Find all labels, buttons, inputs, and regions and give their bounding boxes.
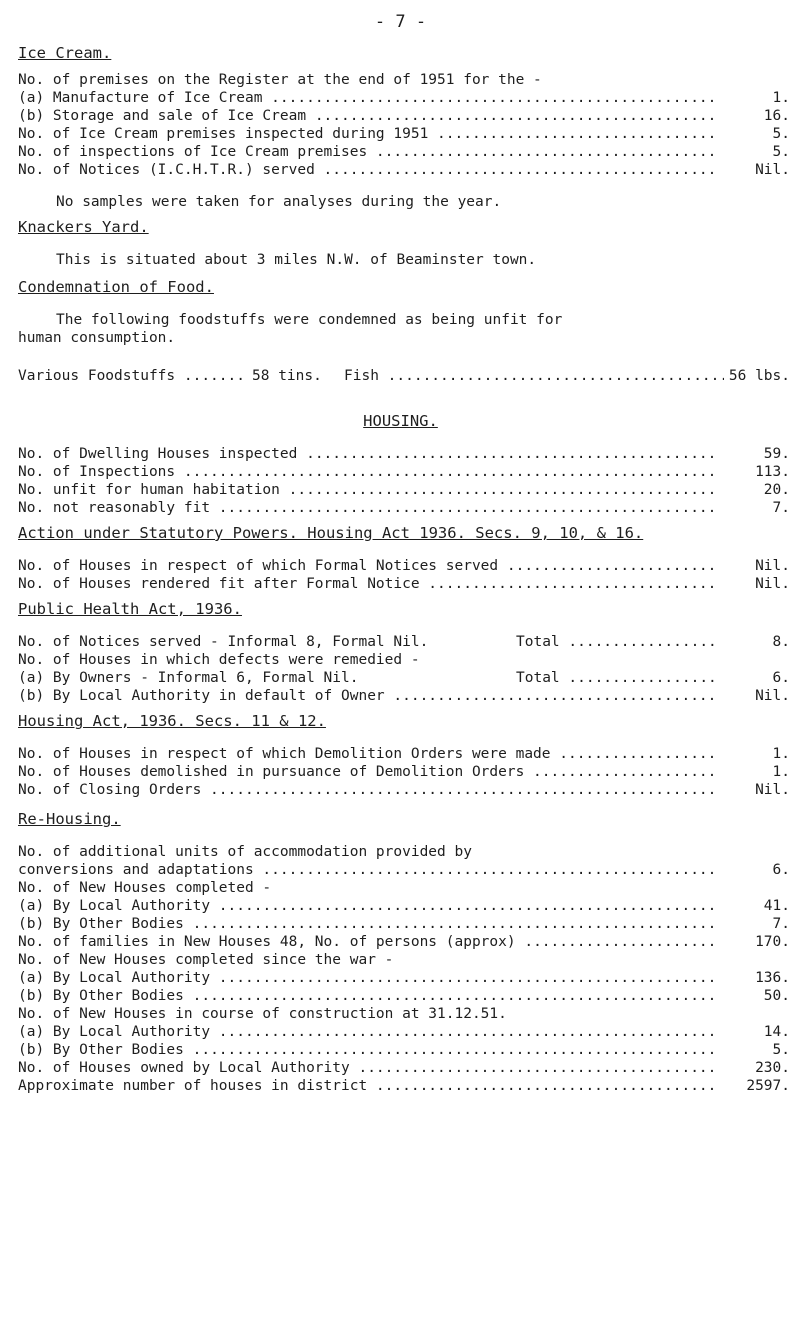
ice-cream-row: (a) Manufacture of Ice Cream ..... 1.: [18, 88, 790, 108]
rehousing-heading: Re-Housing.: [18, 810, 121, 828]
statutory-row: No. of Houses in respect of which Formal Notices served ..... Nil.: [18, 556, 790, 576]
ice-cream-heading: Ice Cream.: [18, 44, 112, 62]
housing-row: No. of Dwelling Houses inspected ..... 59.: [18, 444, 790, 464]
public-health-heading: Public Health Act, 1936.: [18, 600, 242, 618]
rehousing-row: No. of New Houses in course of construction at 31.12.51.: [18, 1006, 507, 1022]
demolition-row: No. of Houses in respect of which Demolition Orders were made ..... 1.: [18, 744, 790, 764]
rehousing-row: (b) By Other Bodies ..... 5.: [18, 1040, 790, 1060]
statutory-heading: Action under Statutory Powers. Housing Act 1936. Secs. 9, 10, & 16.: [18, 524, 644, 542]
condemnation-text-line1: The following foodstuffs were condemned as being unfit for: [56, 312, 563, 328]
rehousing-row: (b) By Other Bodies ..... 50.: [18, 986, 790, 1006]
knackers-heading: Knackers Yard.: [18, 218, 149, 236]
rehousing-row: No. of additional units of accommodation provided by: [18, 844, 472, 860]
condemnation-text-line2: human consumption.: [18, 330, 176, 346]
public-health-row: No. of Notices served - Informal 8, Formal Nil. Total ..... 8.: [18, 632, 790, 652]
rehousing-row: conversions and adaptations ..... 6.: [18, 860, 790, 880]
housing-row: No. unfit for human habitation ..... 20.: [18, 480, 790, 500]
knackers-text: This is situated about 3 miles N.W. of Beaminster town.: [56, 252, 537, 268]
ice-cream-row: No. of inspections of Ice Cream premises ..... 5.: [18, 142, 790, 162]
condemnation-heading: Condemnation of Food.: [18, 278, 214, 296]
ice-cream-row: (b) Storage and sale of Ice Cream ..... 16.: [18, 106, 790, 126]
housing-row: No. of Inspections ..... 113.: [18, 462, 790, 482]
rehousing-row: No. of New Houses completed since the war -: [18, 952, 394, 968]
rehousing-row: No. of families in New Houses 48, No. of persons (approx) ..... 170.: [18, 932, 790, 952]
public-health-row: (b) By Local Authority in default of Owner ..... Nil.: [18, 686, 790, 706]
housing-row: No. not reasonably fit ..... 7.: [18, 498, 790, 518]
demolition-row: No. of Closing Orders ..... Nil.: [18, 780, 790, 800]
rehousing-row: No. of Houses owned by Local Authority ..... 230.: [18, 1058, 790, 1078]
rehousing-row: Approximate number of houses in district ..... 2597.: [18, 1076, 790, 1096]
housing-heading: HOUSING.: [363, 412, 438, 430]
rehousing-row: (b) By Other Bodies ..... 7.: [18, 914, 790, 934]
ice-cream-row: No. of premises on the Register at the end of 1951 for the -: [18, 72, 542, 88]
demolition-heading: Housing Act, 1936. Secs. 11 & 12.: [18, 712, 326, 730]
rehousing-row: (a) By Local Authority ..... 14.: [18, 1022, 790, 1042]
rehousing-row: No. of New Houses completed -: [18, 880, 272, 896]
page-number: - 7 -: [374, 12, 427, 32]
public-health-row: No. of Houses in which defects were remedied -: [18, 652, 420, 668]
rehousing-row: (a) By Local Authority ..... 136.: [18, 968, 790, 988]
public-health-row: (a) By Owners - Informal 6, Formal Nil. Total ..... 6.: [18, 668, 790, 688]
ice-cream-row: No. of Ice Cream premises inspected during 1951 ..... 5.: [18, 124, 790, 144]
condemned-foods-row: Various Foodstuffs ..... 58 tins. Fish ..... 56 lbs.: [18, 366, 790, 386]
rehousing-row: (a) By Local Authority ..... 41.: [18, 896, 790, 916]
demolition-row: No. of Houses demolished in pursuance of Demolition Orders ..... 1.: [18, 762, 790, 782]
statutory-row: No. of Houses rendered fit after Formal Notice ..... Nil.: [18, 574, 790, 594]
ice-cream-note: No samples were taken for analyses during the year.: [56, 194, 502, 210]
ice-cream-row: No. of Notices (I.C.H.T.R.) served ..... Nil.: [18, 160, 790, 180]
